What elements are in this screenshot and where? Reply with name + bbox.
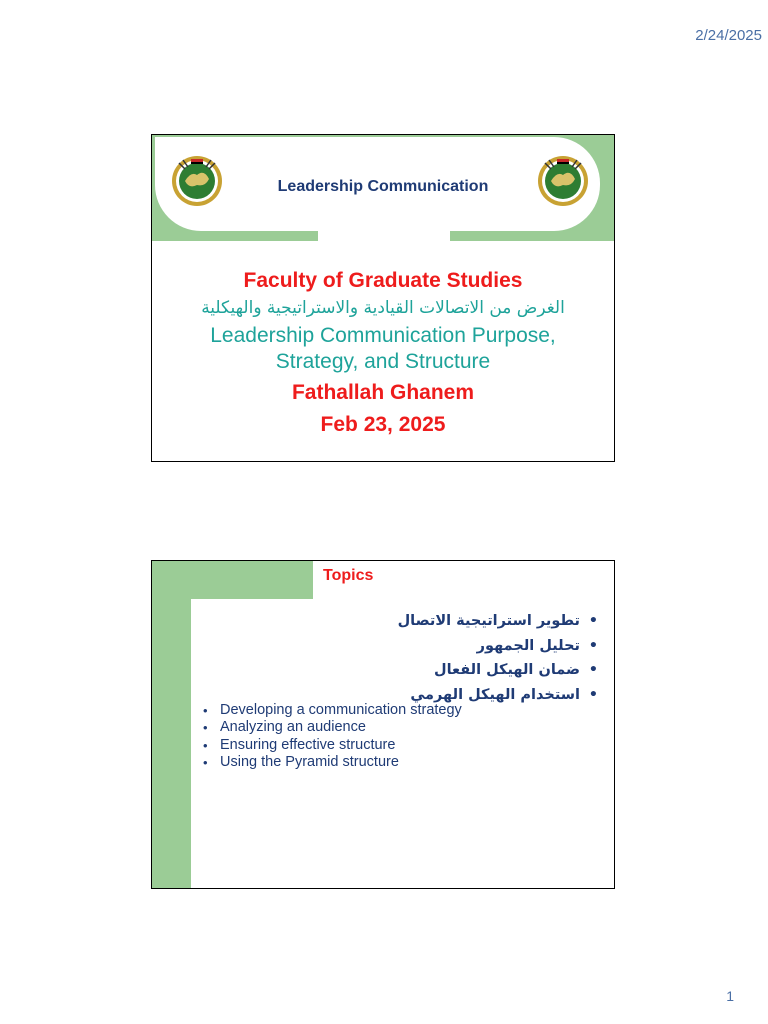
list-item: • تطوير استراتيجية الاتصال bbox=[352, 609, 600, 634]
title-slide bbox=[151, 134, 615, 462]
arabic-subtitle: الغرض من الاتصالات القيادية والاستراتيجية والهيكلية bbox=[201, 298, 565, 318]
topic-title-line1: Leadership Communication Purpose, bbox=[210, 324, 556, 347]
topics-slide bbox=[151, 560, 615, 889]
list-item: • Analyzing an audience bbox=[201, 719, 462, 736]
slide-header-title: Leadership Communication bbox=[277, 178, 489, 195]
faculty-title: Faculty of Graduate Studies bbox=[243, 269, 523, 292]
list-item: • تحليل الجمهور bbox=[352, 634, 600, 659]
top-green-band bbox=[152, 561, 313, 599]
list-item: • ضمان الهيكل الفعال bbox=[352, 658, 600, 683]
arabic-topic-list bbox=[352, 609, 600, 707]
presentation-date: Feb 23, 2025 bbox=[320, 413, 446, 436]
list-item: • Ensuring effective structure bbox=[201, 737, 462, 754]
page-date: 2/24/2025 bbox=[695, 27, 762, 44]
english-topic-list bbox=[201, 702, 462, 772]
left-green-band bbox=[152, 561, 191, 888]
topics-title: Topics bbox=[323, 567, 374, 584]
page-number: 1 bbox=[726, 988, 734, 1004]
title-block bbox=[152, 267, 614, 441]
list-item: • استخدام الهيكل الهرمي bbox=[352, 683, 600, 708]
topic-title-line2: Strategy, and Structure bbox=[275, 350, 491, 373]
content-corner bbox=[191, 599, 231, 639]
list-item: • Developing a communication strategy bbox=[201, 702, 462, 719]
list-item: • Using the Pyramid structure bbox=[201, 754, 462, 771]
author-name: Fathallah Ghanem bbox=[291, 381, 475, 404]
